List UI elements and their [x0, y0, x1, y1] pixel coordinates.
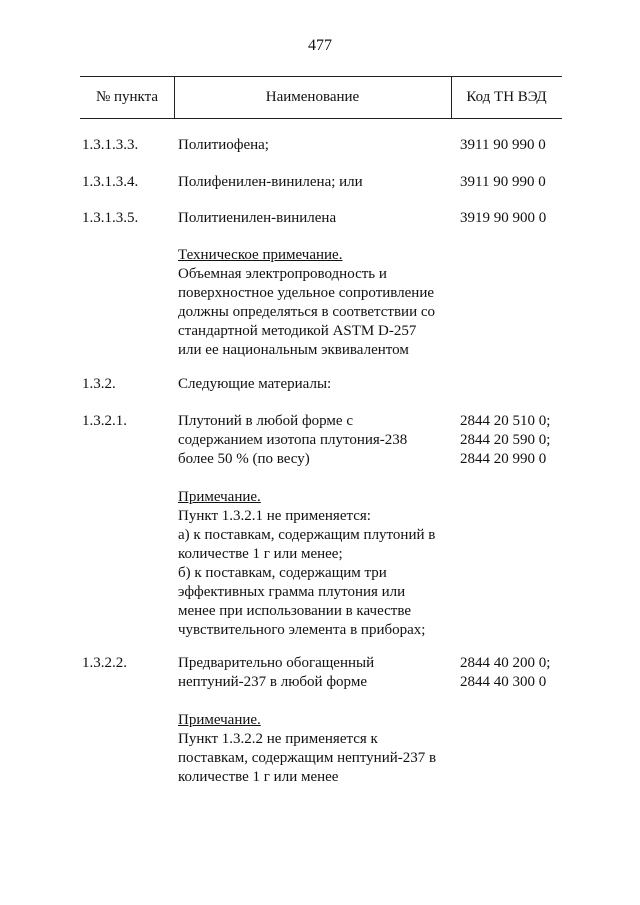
- table-header-top-rule: [80, 76, 562, 77]
- note-heading: Техническое примечание.: [178, 247, 343, 263]
- note-heading: Примечание.: [178, 712, 261, 728]
- header-number: № пункта: [95, 89, 159, 105]
- row-code: [460, 412, 570, 469]
- note-line: Пункт 1.3.2.1 не применяется:: [178, 508, 371, 524]
- row-code-line: 2844 20 990 0: [460, 451, 547, 467]
- row-code: [460, 173, 570, 192]
- note-line: количестве 1 г или менее: [178, 769, 339, 785]
- row-number: 1.3.2.1.: [82, 413, 127, 429]
- header-code: Код ТН ВЭД: [466, 89, 547, 105]
- row-name-line: Предварительно обогащенный: [178, 655, 375, 671]
- note-line: должны определяться в соответствии со: [178, 304, 435, 320]
- row-name-line: Политиофена;: [178, 137, 269, 153]
- note-line: чувствительного элемента в приборах;: [178, 622, 426, 638]
- note-body: [178, 488, 448, 640]
- row-code: [460, 209, 570, 228]
- note-line: поставкам, содержащим нептуний-237 в: [178, 750, 437, 766]
- row-code-line: 3911 90 990 0: [460, 137, 546, 153]
- row-name: [178, 412, 448, 469]
- header-name: Наименование: [265, 89, 360, 105]
- note-line: или ее национальным эквивалентом: [178, 342, 409, 358]
- note-line: б) к поставкам, содержащим три: [178, 565, 387, 581]
- row-name-line: Плутоний в любой форме с: [178, 413, 353, 429]
- note-heading: Примечание.: [178, 489, 261, 505]
- note-line: менее при использовании в качестве: [178, 603, 411, 619]
- row-number: 1.3.2.: [82, 376, 116, 392]
- note-line: Пункт 1.3.2.2 не применяется к: [178, 731, 378, 747]
- row-name-line: Следующие материалы:: [178, 376, 332, 392]
- row-name: [178, 209, 448, 228]
- row-name-line: Политиенилен-винилена: [178, 210, 337, 226]
- row-name: [178, 375, 448, 394]
- note-line: стандартной методикой ASTM D-257: [178, 323, 417, 339]
- row-code: [460, 654, 570, 692]
- row-code-line: 2844 20 510 0;: [460, 413, 551, 429]
- row-name: [178, 173, 448, 192]
- row-name-line: Полифенилен-винилена; или: [178, 174, 363, 190]
- row-code: [460, 136, 570, 155]
- row-code-line: 2844 40 200 0;: [460, 655, 551, 671]
- note-body: [178, 246, 448, 360]
- row-name: [178, 654, 448, 692]
- row-number: 1.3.1.3.4.: [82, 174, 139, 190]
- note-line: Объемная электропроводность и: [178, 266, 387, 282]
- note-line: поверхностное удельное сопротивление: [178, 285, 435, 301]
- row-code-line: 3911 90 990 0: [460, 174, 546, 190]
- row-number: 1.3.1.3.5.: [82, 210, 139, 226]
- page-number: 477: [308, 37, 332, 54]
- note-body: [178, 711, 448, 787]
- row-name: [178, 136, 448, 155]
- table-header-bottom-rule: [80, 118, 562, 119]
- note-line: а) к поставкам, содержащим плутоний в: [178, 527, 436, 543]
- row-code-line: 2844 20 590 0;: [460, 432, 551, 448]
- note-line: количестве 1 г или менее;: [178, 546, 343, 562]
- row-code-line: 2844 40 300 0: [460, 674, 547, 690]
- row-number: 1.3.2.2.: [82, 655, 127, 671]
- row-name-line: содержанием изотопа плутония-238: [178, 432, 408, 448]
- row-number: 1.3.1.3.3.: [82, 137, 139, 153]
- note-line: эффективных грамма плутония или: [178, 584, 406, 600]
- row-code-line: 3919 90 900 0: [460, 210, 547, 226]
- row-name-line: нептуний-237 в любой форме: [178, 674, 367, 690]
- row-name-line: более 50 % (по весу): [178, 451, 310, 467]
